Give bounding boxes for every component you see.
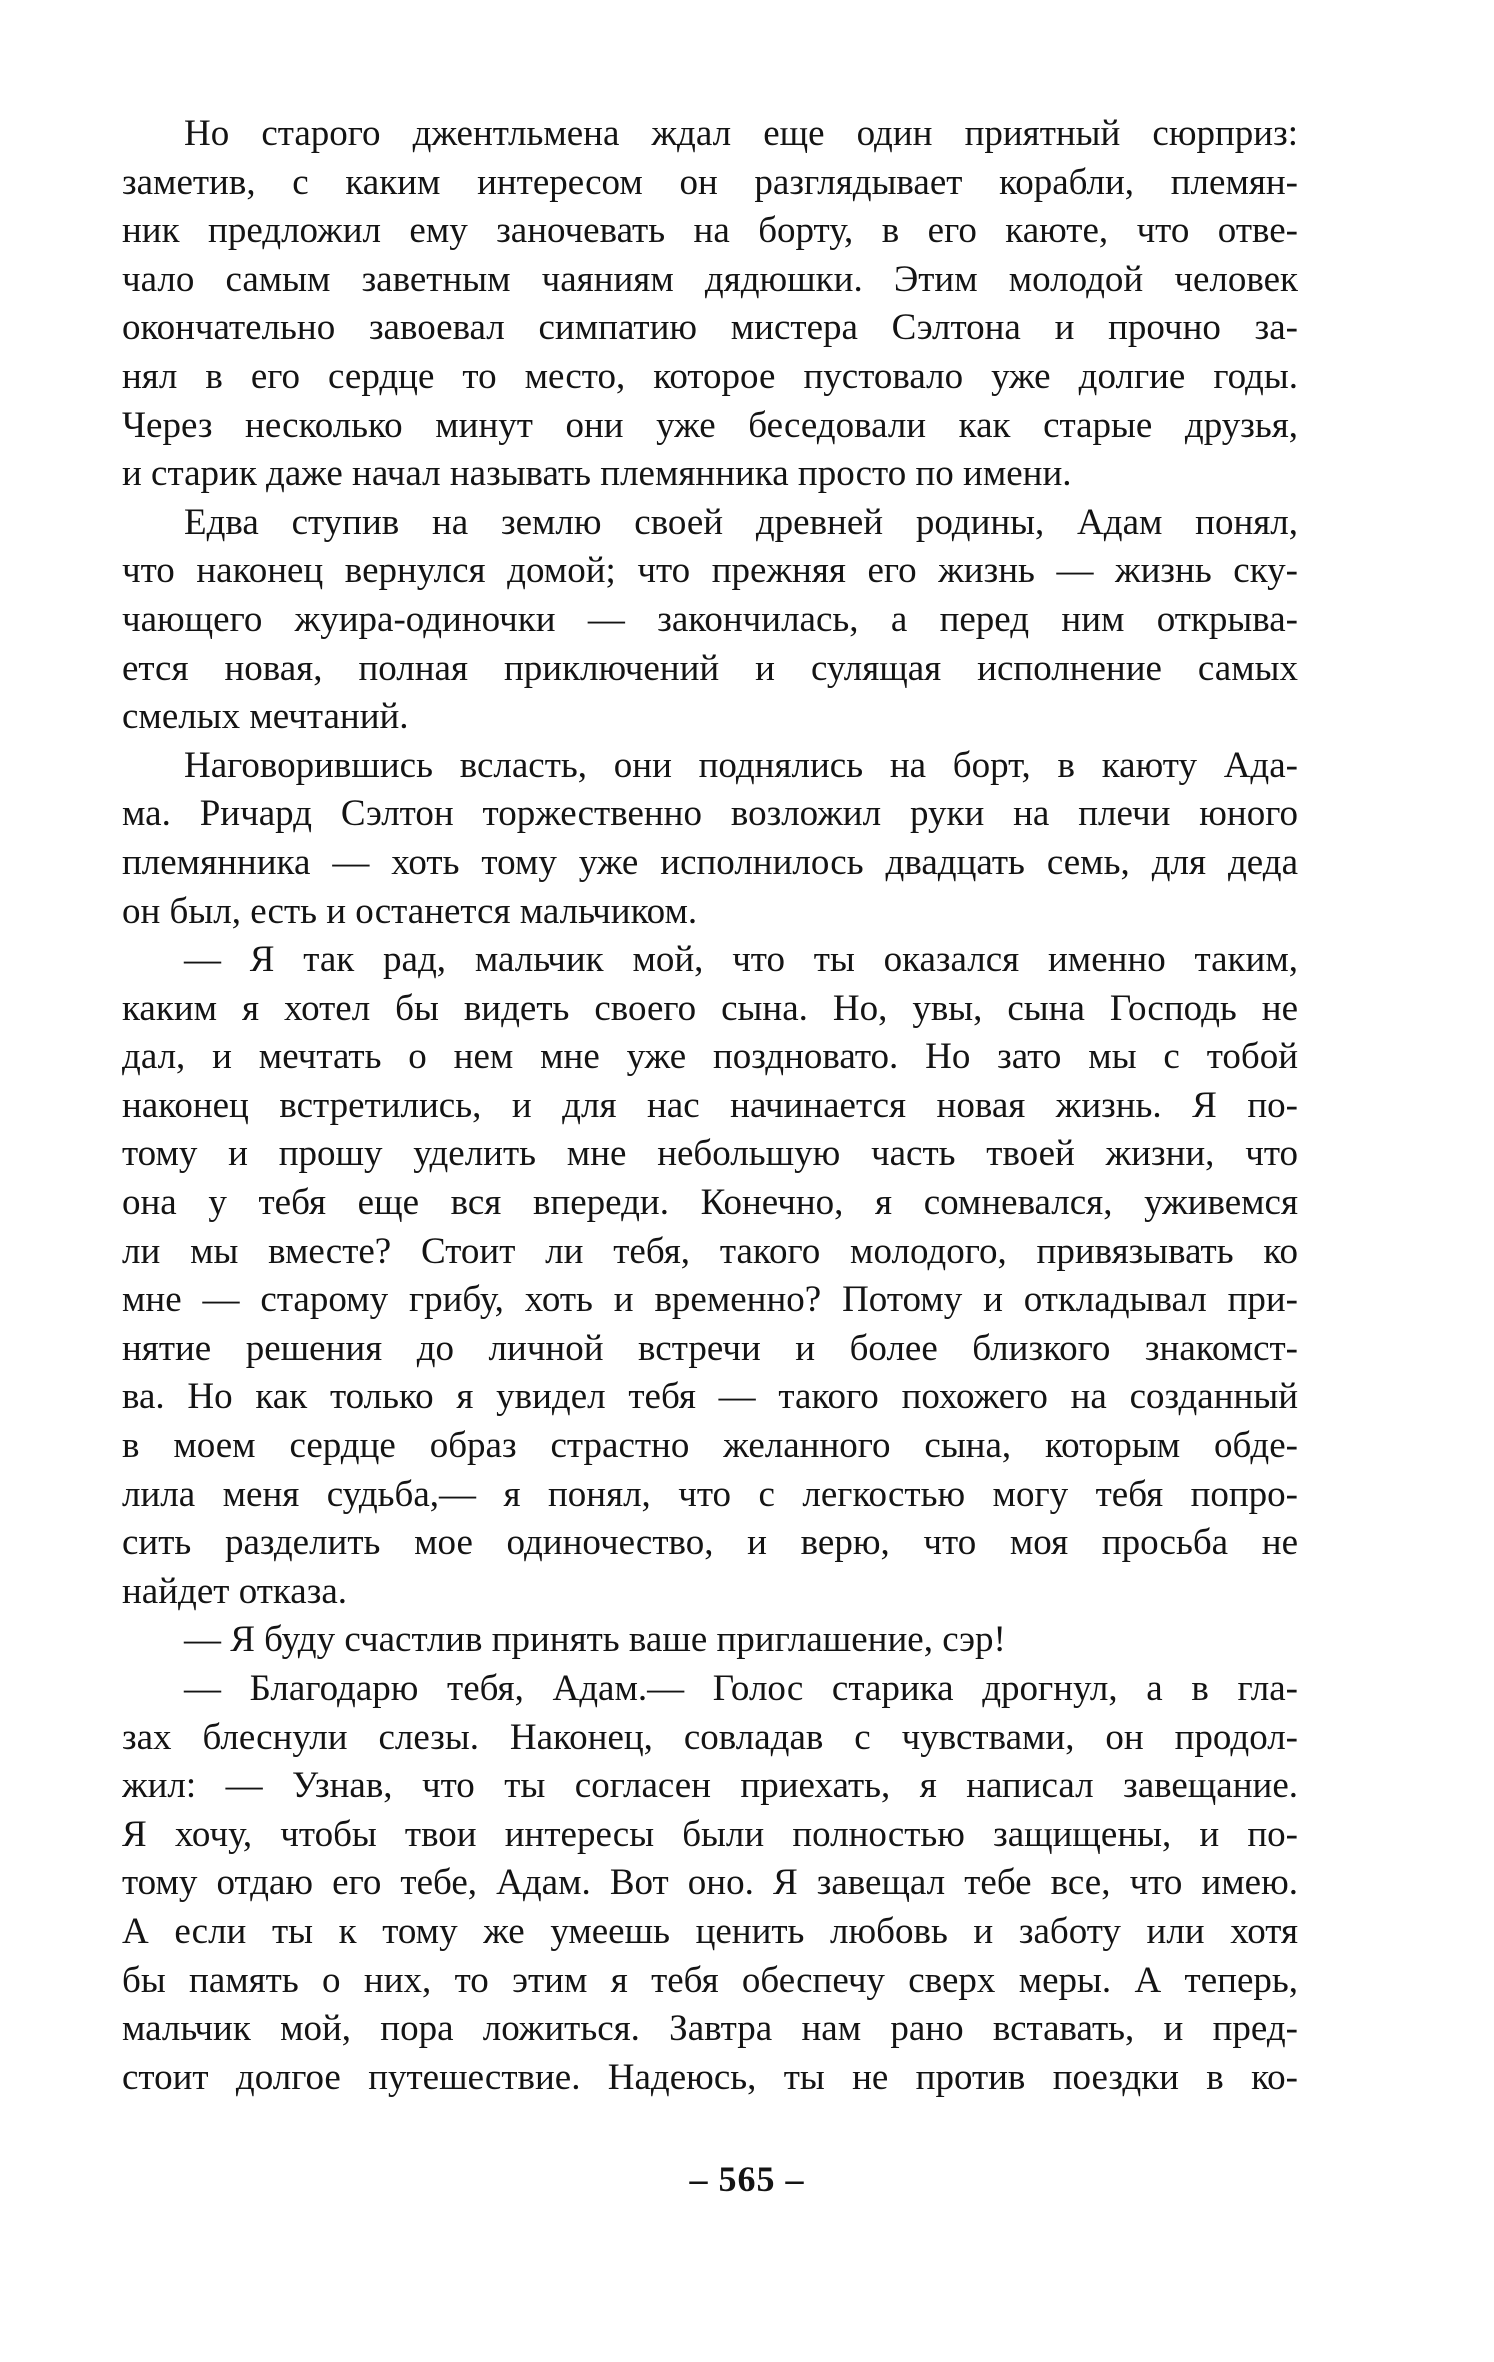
text-line: Наговорившись всласть, они поднялись на борт, в каюту Ада- [184,744,1298,786]
text-line: в моем сердце образ страстно желанного сына, которым обде- [122,1425,1298,1467]
text-line: стоит долгое путешествие. Надеюсь, ты не против поездки в ко- [122,2056,1298,2098]
text-line: А если ты к тому же умеешь ценить любовь и заботу или хотя [122,1910,1298,1952]
text-line: каким я хотел бы видеть своего сына. Но, увы, сына Господь не [122,987,1298,1029]
text-line: чающего жуира-одиночки — закончилась, а перед ним открыва- [122,598,1298,640]
text-line: нял в его сердце то место, которое пустовало уже долгие годы. [122,355,1298,397]
text-line: что наконец вернулся домой; что прежняя его жизнь — жизнь ску- [122,550,1298,592]
text-line: она у тебя еще вся впереди. Конечно, я сомневался, уживемся [122,1182,1298,1224]
text-line: он был, есть и останется мальчиком. [122,890,698,932]
text-line: ли мы вместе? Стоит ли тебя, такого молодого, привязывать ко [122,1230,1298,1272]
text-line: ва. Но как только я увидел тебя — такого похожего на созданный [122,1376,1298,1418]
text-line: мальчик мой, пора ложиться. Завтра нам рано вставать, и пред- [122,2008,1298,2050]
text-line: заметив, с каким интересом он разглядывает корабли, племян- [122,161,1298,203]
text-line: зах блеснули слезы. Наконец, совладав с чувствами, он продол- [122,1716,1298,1758]
text-line: найдет отказа. [122,1570,347,1612]
text-line: наконец встретились, и для нас начинается новая жизнь. Я по- [122,1084,1298,1126]
text-line: — Я так рад, мальчик мой, что ты оказался именно таким, [184,939,1298,981]
text-line: Я хочу, чтобы твои интересы были полностью защищены, и по- [122,1813,1298,1855]
text-line: нятие решения до личной встречи и более близкого знакомст- [122,1327,1298,1369]
text-line: жил: — Узнав, что ты согласен приехать, я написал завещание. [122,1765,1298,1807]
text-line: Через несколько минут они уже беседовали как старые друзья, [122,404,1298,446]
page-body [122,110,1298,2102]
text-line: смелых мечтаний. [122,696,409,738]
text-line: — Я буду счастлив принять ваше приглашение, сэр! [184,1619,1006,1661]
text-line: тому и прошу уделить мне небольшую часть твоей жизни, что [122,1133,1298,1175]
text-line: чало самым заветным чаяниям дядюшки. Этим молодой человек [122,258,1298,300]
text-line: мне — старому грибу, хоть и временно? Потому и откладывал при- [122,1279,1298,1321]
text-line: бы память о них, то этим я тебя обеспечу сверх меры. А теперь, [122,1959,1298,2001]
text-line: лила меня судьба,— я понял, что с легкостью могу тебя попро- [122,1473,1298,1515]
text-line: — Благодарю тебя, Адам.— Голос старика дрогнул, а в гла- [184,1668,1298,1709]
text-line: и старик даже начал называть племянника просто по имени. [122,453,1072,495]
text-line: сить разделить мое одиночество, и верю, что моя просьба не [122,1522,1298,1564]
text-line: ма. Ричард Сэлтон торжественно возложил руки на плечи юного [122,793,1298,835]
page-number: – 565 – [689,2159,805,2199]
text-line: Но старого джентльмена ждал еще один приятный сюрприз: [184,113,1298,154]
text-line: Едва ступив на землю своей древней родины, Адам понял, [184,501,1298,543]
text-line: племянника — хоть тому уже исполнилось двадцать семь, для деда [122,841,1298,883]
text-line: окончательно завоевал симпатию мистера Сэлтона и прочно за- [122,307,1298,349]
text-line: тому отдаю его тебе, Адам. Вот оно. Я завещал тебе все, что имею. [122,1862,1298,1904]
text-line: ется новая, полная приключений и сулящая исполнение самых [122,647,1298,689]
text-line: дал, и мечтать о нем мне уже поздновато. Но зато мы с тобой [122,1036,1298,1078]
text-line: ник предложил ему заночевать на борту, в его каюте, что отве- [122,210,1298,252]
